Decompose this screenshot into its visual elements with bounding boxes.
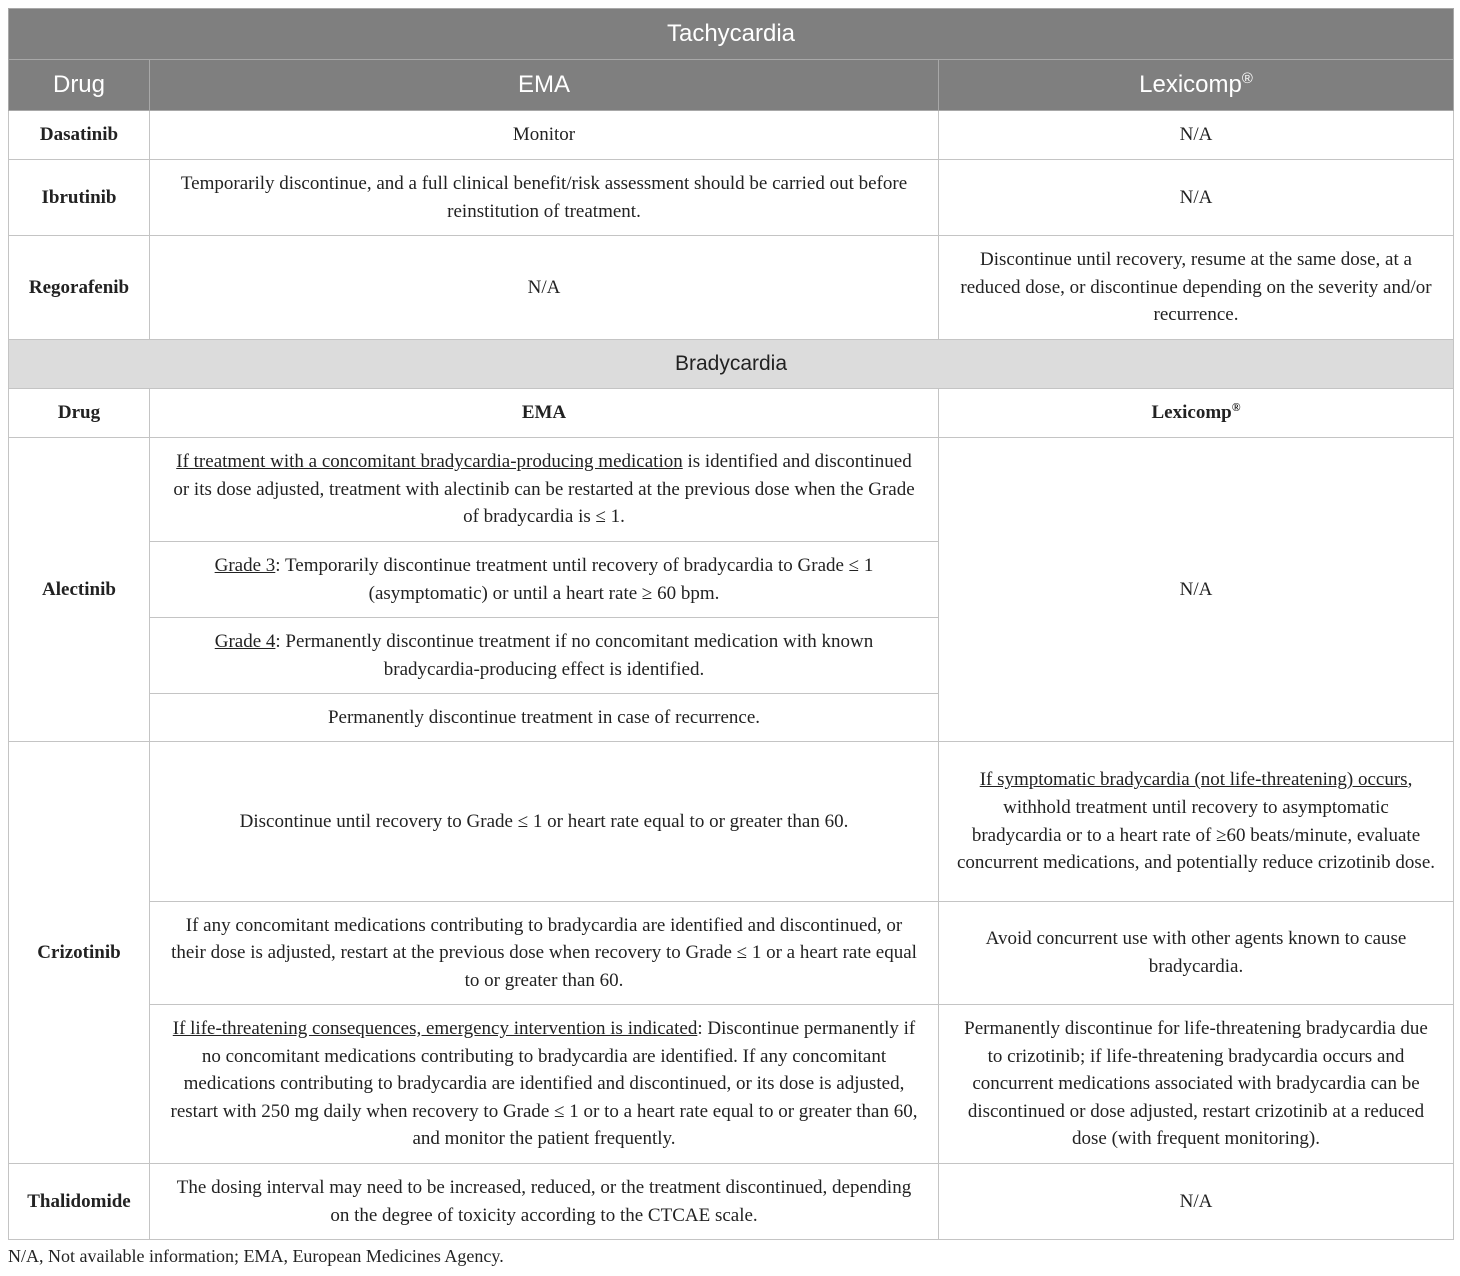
lexicomp-cell: N/A (939, 160, 1454, 236)
table-row (9, 160, 1454, 236)
column-header-row-tachycardia (9, 60, 1454, 111)
column-header-drug: Drug (9, 60, 150, 111)
column-header-row-bradycardia (9, 389, 1454, 438)
table-footnote: N/A, Not available information; EMA, European Medicines Agency. (8, 1246, 504, 1266)
column-header-drug: Drug (9, 389, 150, 438)
ema-cell: If treatment with a concomitant bradycardia-producing medication is identified and discontinued or its dose adjusted, treatment with alectinib can be restarted at the previous dose when the Grade of bradycardia is ≤ 1. (150, 438, 939, 542)
table-row (9, 1164, 1454, 1240)
ema-cell: Temporarily discontinue, and a full clinical benefit/risk assessment should be carried out before reinstitution of treatment. (150, 160, 939, 236)
drug-name: Alectinib (9, 438, 150, 742)
ema-cell: Discontinue until recovery to Grade ≤ 1 or heart rate equal to or greater than 60. (150, 742, 939, 902)
section-header-tachycardia (9, 9, 1454, 60)
drug-name: Regorafenib (9, 236, 150, 340)
drug-name: Crizotinib (9, 742, 150, 1164)
table-row (9, 742, 1454, 902)
table-row (9, 1005, 1454, 1164)
section-title-bradycardia: Bradycardia (9, 340, 1454, 389)
ema-cell: The dosing interval may need to be increased, reduced, or the treatment discontinued, depending on the degree of toxicity according to the CTCAE scale. (150, 1164, 939, 1240)
ema-cell: Grade 4: Permanently discontinue treatment if no concomitant medication with known bradycardia-producing effect is identified. (150, 618, 939, 694)
drug-name: Ibrutinib (9, 160, 150, 236)
ema-cell: If any concomitant medications contributing to bradycardia are identified and discontinued, or their dose is adjusted, restart at the previous dose when recovery to Grade ≤ 1 or a heart rate equal to or greater than 60. (150, 902, 939, 1005)
lexicomp-cell: N/A (939, 438, 1454, 742)
section-header-bradycardia (9, 340, 1454, 389)
column-header-lexicomp: Lexicomp® (939, 389, 1454, 438)
drug-name: Thalidomide (9, 1164, 150, 1240)
lexicomp-cell: N/A (939, 111, 1454, 160)
lexicomp-cell: N/A (939, 1164, 1454, 1240)
ema-cell: If life-threatening consequences, emergency intervention is indicated: Discontinue permanently if no concomitant medications contributing to bradycardia are identified. If any concomitant medications contributing to bradycardia are identified and discontinued, or its dose is adjusted, restart with 250 mg daily when recovery to Grade ≤ 1 or to a heart rate equal to or greater than 60, and monitor the patient frequently. (150, 1005, 939, 1164)
ema-cell: Permanently discontinue treatment in case of recurrence. (150, 694, 939, 742)
column-header-ema: EMA (150, 60, 939, 111)
drug-name: Dasatinib (9, 111, 150, 160)
column-header-ema: EMA (150, 389, 939, 438)
column-header-lexicomp: Lexicomp® (939, 60, 1454, 111)
table-row (9, 236, 1454, 340)
lexicomp-cell: If symptomatic bradycardia (not life-threatening) occurs, withhold treatment until recovery to asymptomatic bradycardia or to a heart rate of ≥60 beats/minute, evaluate concurrent medications, and potentially reduce crizotinib dose. (939, 742, 1454, 902)
lexicomp-cell: Avoid concurrent use with other agents known to cause bradycardia. (939, 902, 1454, 1005)
lexicomp-cell: Permanently discontinue for life-threatening bradycardia due to crizotinib; if life-threatening bradycardia occurs and concurrent medications associated with bradycardia can be discontinued or dose adjusted, restart crizotinib at a reduced dose (with frequent monitoring). (939, 1005, 1454, 1164)
table-container (8, 8, 1453, 1240)
drug-management-table (8, 8, 1454, 1240)
ema-cell: N/A (150, 236, 939, 340)
table-row (9, 902, 1454, 1005)
ema-cell: Grade 3: Temporarily discontinue treatment until recovery of bradycardia to Grade ≤ 1 (asymptomatic) or until a heart rate ≥ 60 bpm. (150, 542, 939, 618)
table-row (9, 111, 1454, 160)
section-title-tachycardia: Tachycardia (9, 9, 1454, 60)
ema-cell: Monitor (150, 111, 939, 160)
table-row (9, 438, 1454, 542)
lexicomp-cell: Discontinue until recovery, resume at the same dose, at a reduced dose, or discontinue depending on the severity and/or recurrence. (939, 236, 1454, 340)
